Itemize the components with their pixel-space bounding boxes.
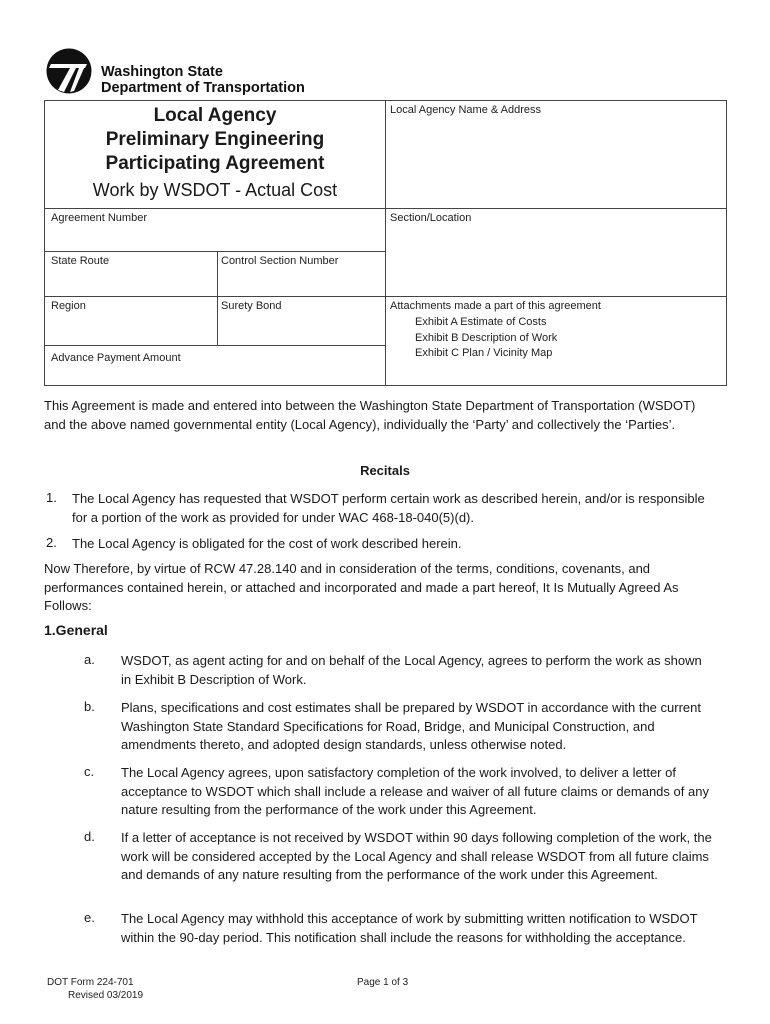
general-item-text: The Local Agency may withhold this acceptance of work by submitting written notification to WSDOT within the 90-day period. This notification shall include the reasons for withholding the acceptance. — [121, 911, 698, 945]
form-divider-horizontal — [44, 296, 385, 297]
general-item-text: WSDOT, as agent acting for and on behalf of the Local Agency, agrees to perform the work as shown in Exhibit B Description of Work. — [121, 653, 702, 687]
exhibit-item: Exhibit A Estimate of Costs — [415, 316, 547, 328]
wsdot-logo-icon — [46, 48, 92, 94]
general-item-text: If a letter of acceptance is not received by WSDOT within 90 days following completion of the work, the work will be considered accepted by the Local Agency and shall release WSDOT from all future claims and demands of any nature resulting from the performance of the work under this Agreement. — [121, 830, 712, 882]
advance-payment-label: Advance Payment Amount — [51, 352, 181, 364]
control-section-label: Control Section Number — [221, 255, 339, 267]
form-subtitle: Work by WSDOT - Actual Cost — [92, 180, 338, 200]
now-therefore-paragraph: Now Therefore, by virtue of RCW 47.28.140 and in consideration of the terms, conditions, covenants, and performances contained herein, or attached and incorporated and made a part hereof, It Is Mutually Agreed As Follows: — [44, 561, 679, 613]
section-location-label: Section/Location — [390, 212, 472, 224]
agency-name-label: Local Agency Name & Address — [390, 104, 542, 116]
intro-paragraph: This Agreement is made and entered into between the Washington State Department of Transportation (WSDOT) and the above named governmental entity (Local Agency), individually the ‘Party’ and collectively the ‘Parties’. — [44, 398, 696, 432]
form-number: DOT Form 224-701 — [47, 977, 134, 988]
state-route-label: State Route — [51, 255, 110, 267]
recitals-heading: Recitals — [360, 463, 410, 478]
recital-text: The Local Agency is obligated for the cost of work described herein. — [72, 536, 462, 551]
general-item-letter: e. — [84, 910, 95, 925]
org-line-2: Department of Transportation — [101, 80, 305, 96]
form-divider-vertical-inner — [217, 251, 218, 345]
general-item-text: The Local Agency agrees, upon satisfactory completion of the work involved, to deliver a letter of acceptance to WSDOT which shall include a release and waiver of all future claims or demands of any nature resulting from the performance of the work under this Agreement. — [121, 765, 709, 817]
general-item-letter: b. — [84, 699, 95, 714]
title-line-1: Local Agency — [153, 105, 277, 126]
recital-number: 2. — [46, 535, 57, 550]
form-divider-horizontal — [44, 345, 385, 346]
form-divider-horizontal — [44, 251, 385, 252]
title-line-2: Preliminary Engineering — [105, 129, 325, 150]
general-item-letter: a. — [84, 652, 95, 667]
form-divider-horizontal — [44, 208, 385, 209]
form-divider-horizontal — [385, 208, 727, 209]
general-item-letter: c. — [84, 764, 95, 779]
recital-text: The Local Agency has requested that WSDOT perform certain work as described herein, and/or is responsible for a portion of the work as provided for under WAC 468-18-040(5)(d). — [72, 491, 705, 525]
form-title — [45, 104, 385, 202]
exhibit-list — [415, 315, 557, 362]
org-line-1: Washington State — [101, 64, 223, 80]
title-line-3: Participating Agreement — [105, 153, 325, 174]
attachments-label: Attachments made a part of this agreement — [390, 300, 601, 312]
surety-bond-label: Surety Bond — [221, 300, 282, 312]
page-number: Page 1 of 3 — [357, 977, 409, 988]
form-divider-vertical — [385, 100, 386, 386]
form-divider-horizontal — [385, 296, 727, 297]
revised-date: Revised 03/2019 — [68, 990, 144, 1001]
general-heading: 1.General — [44, 622, 108, 638]
exhibit-item: Exhibit C Plan / Vicinity Map — [415, 347, 553, 359]
general-item-text: Plans, specifications and cost estimates shall be prepared by WSDOT in accordance with the current Washington State Standard Specifications for Road, Bridge, and Municipal Construction, and amendments thereto, and adopted design standards, unless otherwise noted. — [121, 700, 701, 752]
exhibit-item: Exhibit B Description of Work — [415, 331, 558, 344]
region-label: Region — [51, 300, 86, 312]
agreement-number-label: Agreement Number — [51, 212, 147, 224]
organization-name — [101, 64, 305, 96]
recital-number: 1. — [46, 490, 57, 505]
general-item-letter: d. — [84, 829, 95, 844]
